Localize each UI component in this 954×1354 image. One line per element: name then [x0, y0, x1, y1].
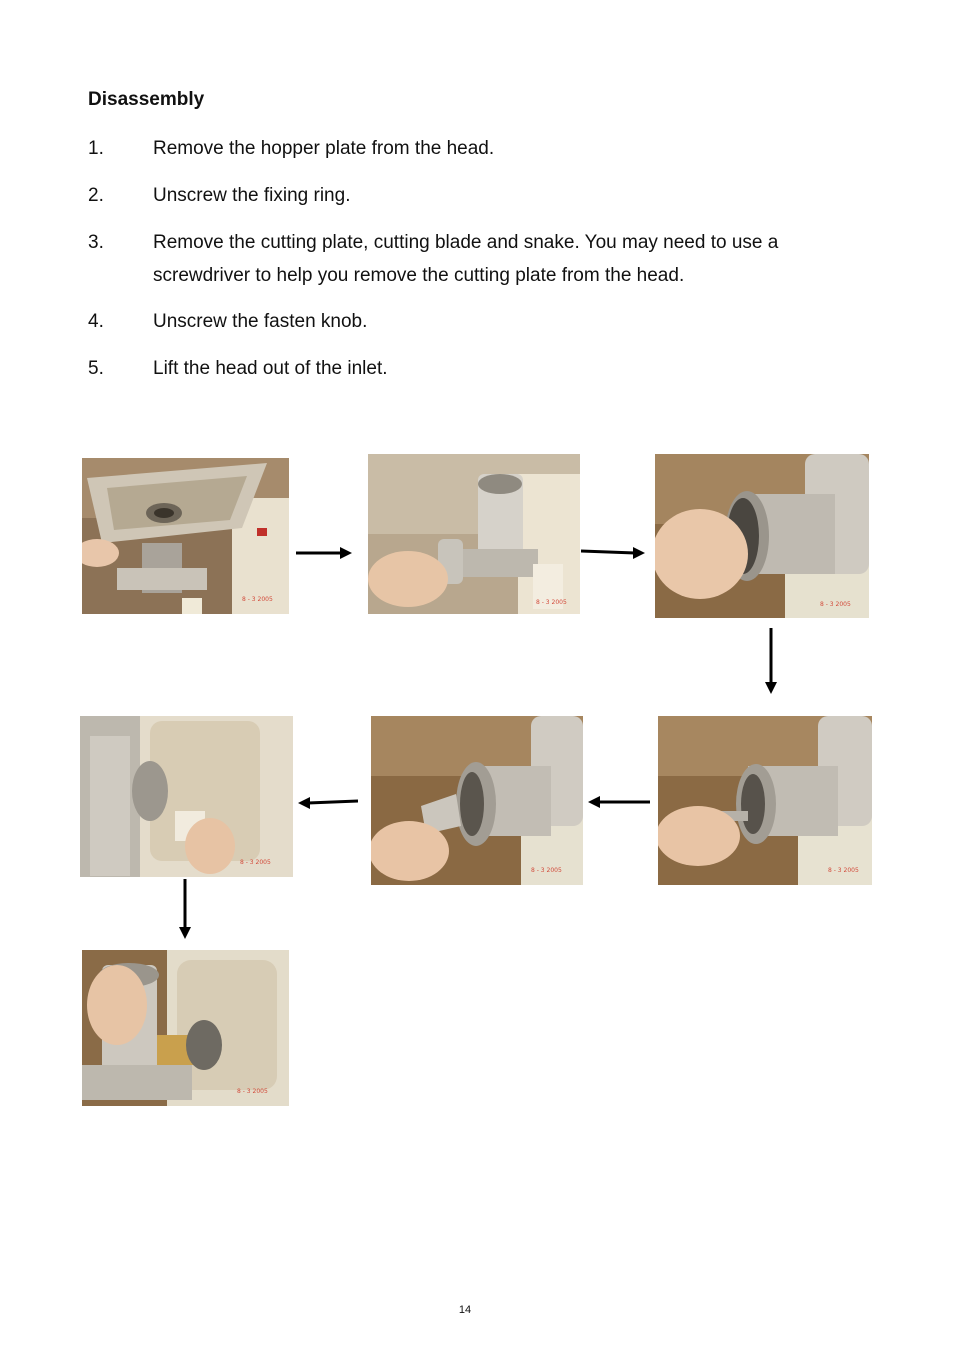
- photo-lift-head: [82, 950, 289, 1106]
- photo-cutting-plate: [655, 454, 869, 618]
- arrow-down-icon: [763, 628, 779, 696]
- photo-snake: [371, 716, 583, 885]
- date-stamp: 8 - 3 2005: [237, 1088, 268, 1095]
- step-number: 3.: [88, 232, 104, 253]
- date-stamp: 8 - 3 2005: [242, 596, 273, 603]
- date-stamp: 8 - 3 2005: [536, 599, 567, 606]
- step-number: 2.: [88, 185, 104, 206]
- arrow-down-icon: [177, 879, 193, 941]
- photo-fasten-knob: [80, 716, 293, 877]
- date-stamp: 8 - 3 2005: [531, 867, 562, 874]
- step-number: 5.: [88, 358, 104, 379]
- step-number: 1.: [88, 138, 104, 159]
- step-text: Unscrew the fixing ring.: [153, 185, 351, 206]
- section-heading: Disassembly: [88, 89, 205, 110]
- arrow-right-icon: [296, 545, 354, 561]
- arrow-left-icon: [296, 794, 358, 810]
- step-number: 4.: [88, 311, 104, 332]
- step-text: Unscrew the fasten knob.: [153, 311, 368, 332]
- arrow-right-icon: [581, 544, 647, 560]
- date-stamp: 8 - 3 2005: [820, 601, 851, 608]
- arrow-left-icon: [586, 794, 650, 810]
- photo-hopper-plate: [82, 458, 289, 614]
- step-text: Remove the hopper plate from the head.: [153, 138, 495, 159]
- photo-fixing-ring: [368, 454, 580, 614]
- photo-cutting-blade: [658, 716, 872, 885]
- step-text: Lift the head out of the inlet.: [153, 358, 388, 379]
- step-text: Remove the cutting plate, cutting blade and snake. You may need to use a screwdriver to help you remove the cutting plate from the head.: [153, 232, 779, 286]
- date-stamp: 8 - 3 2005: [240, 859, 271, 866]
- page-number: 14: [458, 1304, 472, 1316]
- date-stamp: 8 - 3 2005: [828, 867, 859, 874]
